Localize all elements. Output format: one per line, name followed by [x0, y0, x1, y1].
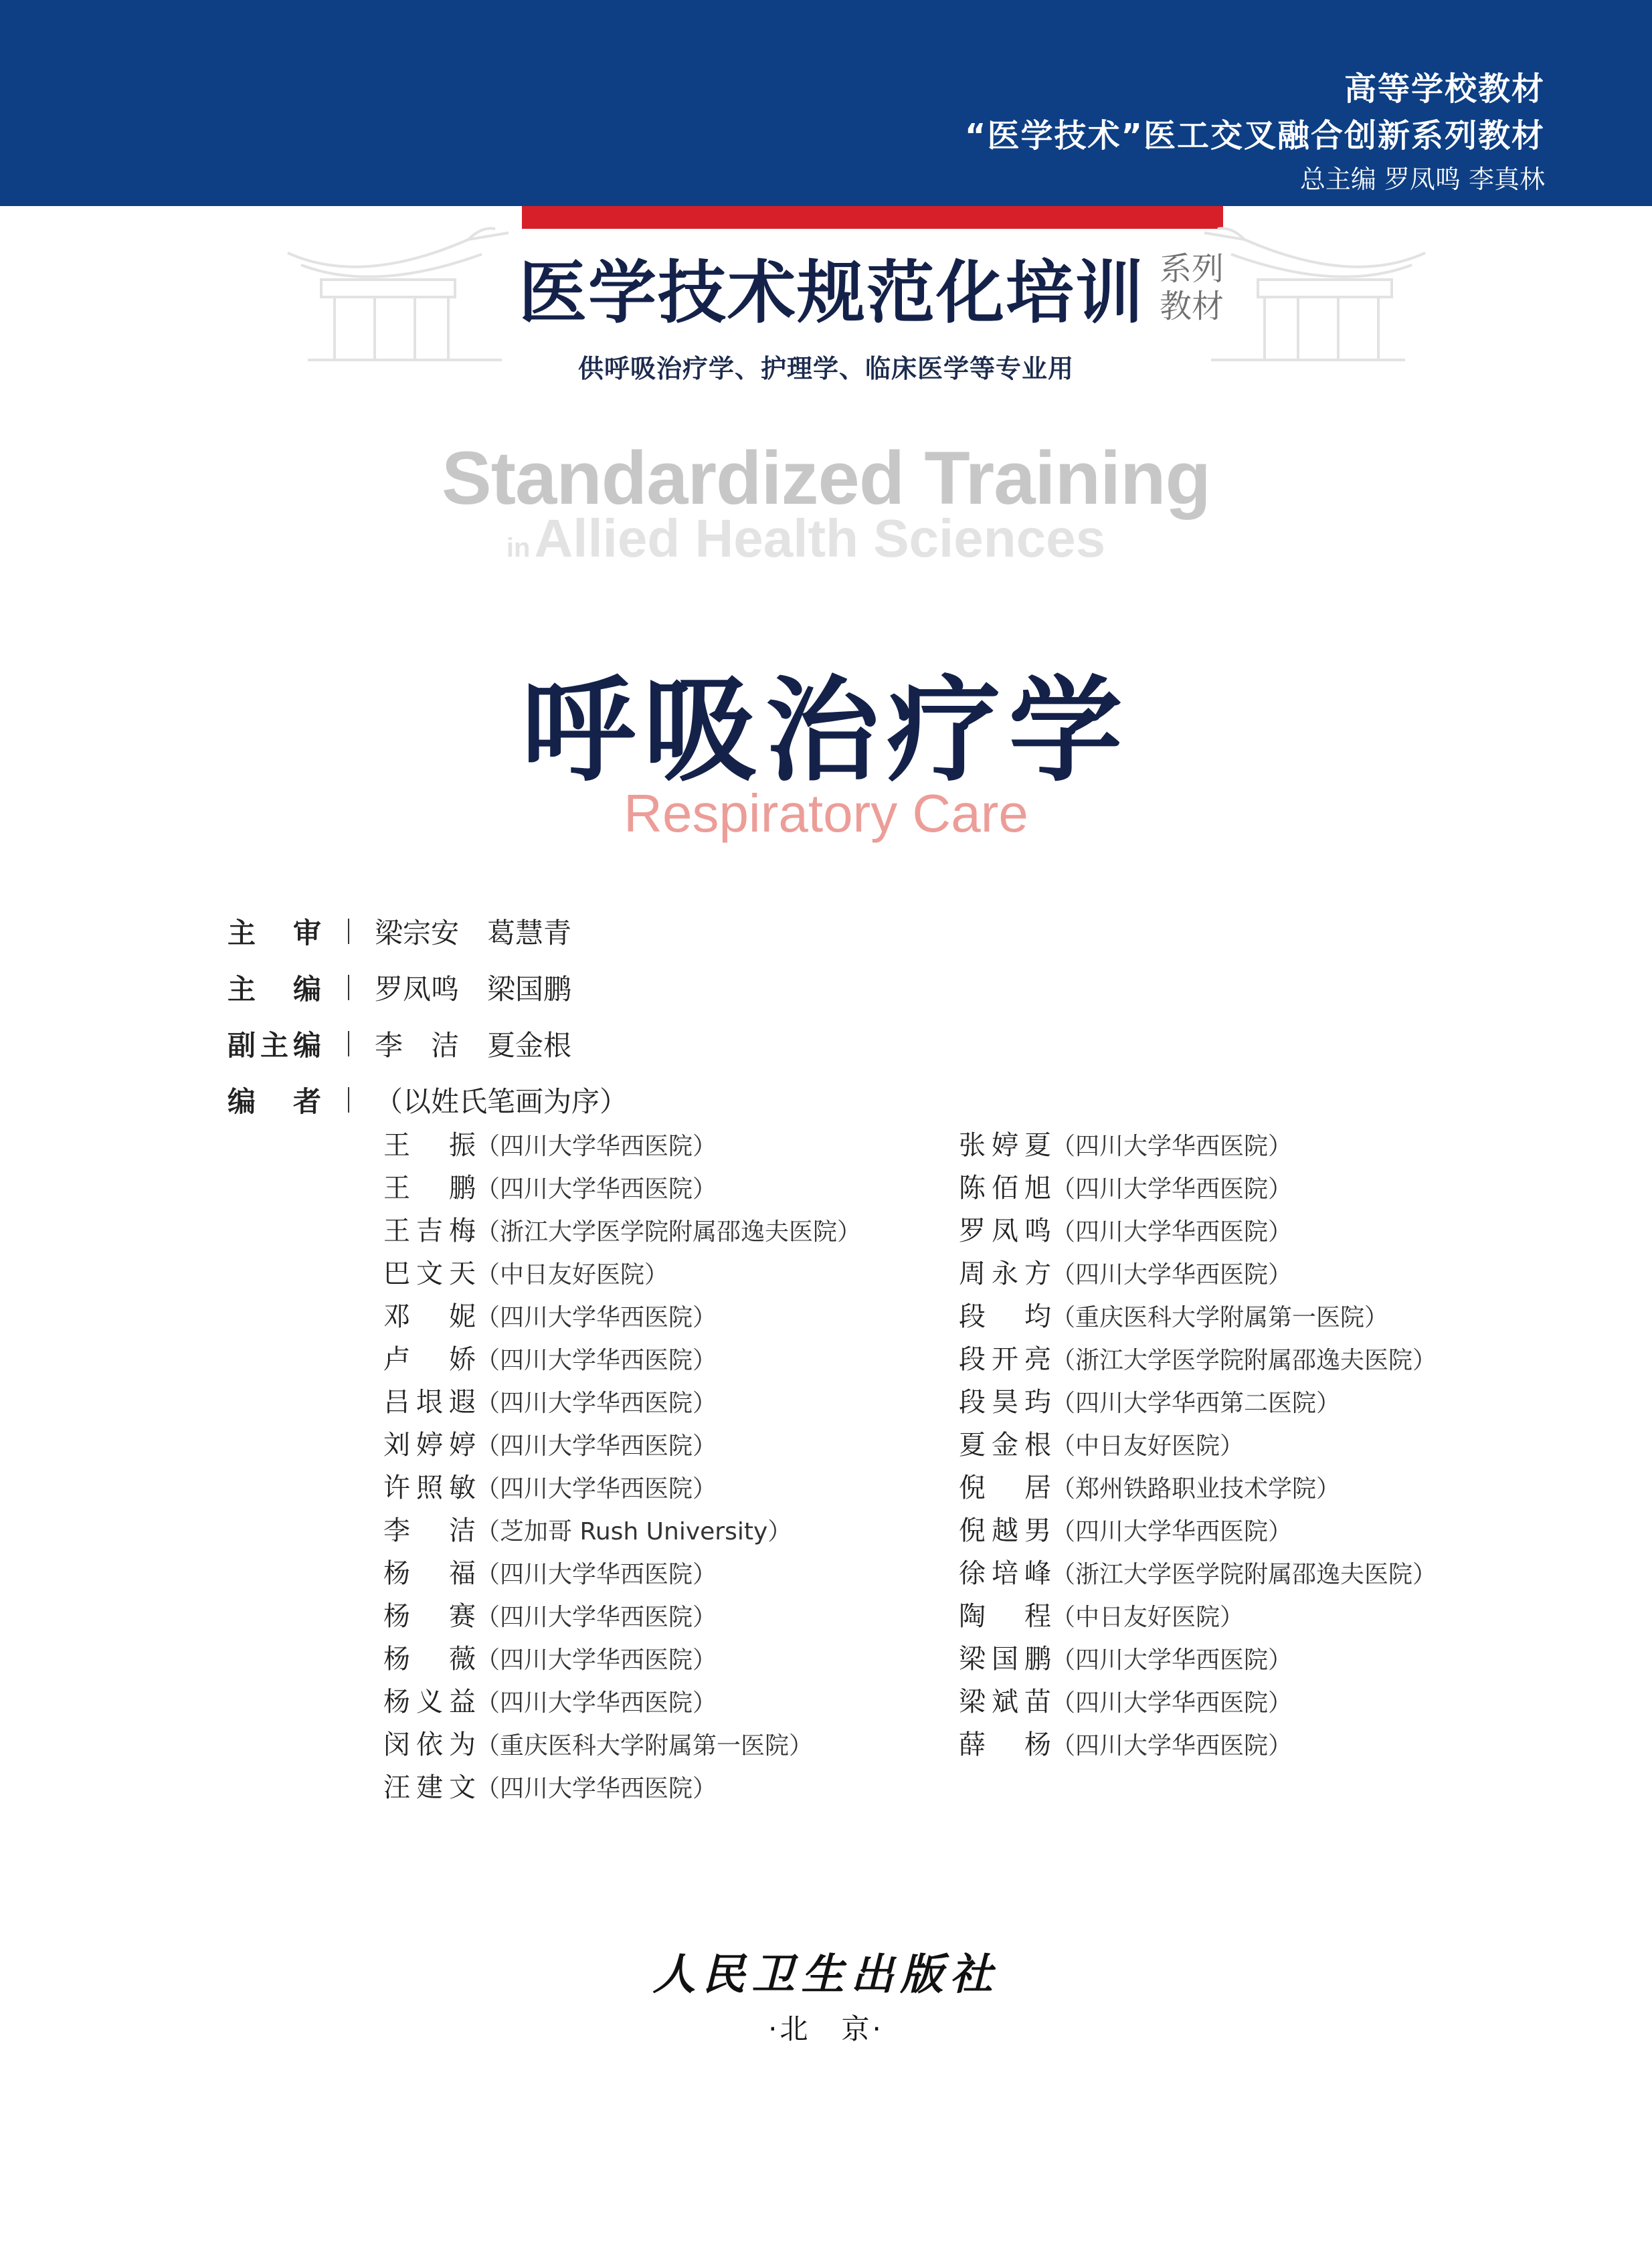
contributor-affiliation: （中日友好医院）	[1051, 1604, 1245, 1631]
contributor-name: 卢娇	[383, 1344, 476, 1375]
contributor-entry	[959, 1638, 1437, 1681]
contributor-entry	[383, 1210, 861, 1252]
credit-row-editors	[227, 959, 628, 1016]
credit-row-deputy-editors	[227, 1016, 628, 1072]
contributor-entry	[383, 1595, 861, 1638]
contributor-name: 罗凤鸣	[959, 1216, 1051, 1246]
contributor-affiliation: （重庆医科大学附属第一医院）	[1051, 1304, 1389, 1331]
series-suffix-line2: 教材	[1160, 288, 1224, 325]
divider	[348, 919, 349, 944]
english-series-line2	[0, 508, 1652, 571]
series-suffix-line1: 系列	[1160, 250, 1224, 288]
contributor-entry	[383, 1638, 861, 1681]
contributor-affiliation: （四川大学华西医院）	[1051, 1133, 1293, 1160]
credit-label: 主审	[227, 917, 321, 949]
contributor-name: 许照敏	[383, 1473, 476, 1503]
contributor-entry	[959, 1295, 1437, 1338]
contributor-name: 李洁	[383, 1515, 476, 1546]
contributor-entry	[959, 1424, 1437, 1467]
contributor-affiliation: （四川大学华西医院）	[476, 1390, 717, 1417]
contributor-name: 倪居	[959, 1473, 1051, 1503]
contributor-entry	[959, 1124, 1437, 1167]
contributor-affiliation: （四川大学华西第二医院）	[1051, 1390, 1341, 1417]
contributor-name: 邓妮	[383, 1301, 476, 1332]
header-line-textbook: 高等学校教材	[1344, 70, 1545, 108]
contributor-entry	[959, 1252, 1437, 1295]
contributor-affiliation: （四川大学华西医院）	[476, 1775, 717, 1802]
contributor-entry	[383, 1509, 861, 1552]
divider	[348, 1087, 349, 1113]
contributor-affiliation: （四川大学华西医院）	[476, 1475, 717, 1503]
contributor-entry	[959, 1167, 1437, 1210]
header-line-series: “医学技术”医工交叉融合创新系列教材	[964, 117, 1545, 155]
contributor-affiliation: （芝加哥 Rush University）	[476, 1518, 792, 1545]
header-line-chief-editors: 总主编 罗凤鸣 李真林	[1299, 165, 1545, 194]
contributor-entry	[383, 1681, 861, 1723]
contributor-entry	[383, 1552, 861, 1595]
contributor-name: 杨福	[383, 1558, 476, 1589]
contributor-name: 薛杨	[959, 1729, 1051, 1760]
contributor-affiliation: （四川大学华西医院）	[476, 1432, 717, 1460]
contributor-entry	[383, 1723, 861, 1766]
divider	[348, 1031, 349, 1056]
publisher-city: ·北 京·	[768, 2012, 884, 2045]
contributor-entry	[959, 1723, 1437, 1766]
contributor-affiliation: （四川大学华西医院）	[1051, 1689, 1293, 1717]
credit-label: 编者	[227, 1085, 321, 1118]
contributor-affiliation: （四川大学华西医院）	[1051, 1218, 1293, 1246]
contributor-affiliation: （四川大学华西医院）	[476, 1347, 717, 1374]
contributor-entry	[959, 1681, 1437, 1723]
contributor-name: 陈佰旭	[959, 1173, 1051, 1204]
contributor-affiliation: （四川大学华西医院）	[1051, 1732, 1293, 1760]
english-series-subject: Allied Health Sciences	[534, 508, 1106, 568]
contributor-affiliation: （四川大学华西医院）	[1051, 1646, 1293, 1674]
english-series-line1: Standardized Training	[442, 436, 1210, 520]
contributors-column-left	[383, 1124, 861, 1809]
contributor-affiliation: （四川大学华西医院）	[1051, 1261, 1293, 1289]
contributor-affiliation: （四川大学华西医院）	[476, 1175, 717, 1203]
credit-value: 罗凤鸣 梁国鹏	[375, 973, 572, 1006]
contributor-affiliation: （中日友好医院）	[1051, 1432, 1245, 1460]
contributor-affiliation: （四川大学华西医院）	[476, 1646, 717, 1674]
contributor-affiliation: （中日友好医院）	[476, 1261, 669, 1289]
credit-row-contributors	[227, 1072, 628, 1128]
contributor-name: 梁斌苗	[959, 1687, 1051, 1717]
contributor-name: 吕垠遐	[383, 1387, 476, 1418]
contributor-name: 刘婷婷	[383, 1430, 476, 1461]
contributor-entry	[383, 1167, 861, 1210]
contributor-affiliation: （四川大学华西医院）	[476, 1689, 717, 1717]
book-title: 呼吸治疗学	[521, 665, 1131, 797]
contributor-name: 梁国鹏	[959, 1644, 1051, 1675]
series-header	[965, 67, 1545, 198]
contributor-name: 段均	[959, 1301, 1051, 1332]
contributor-affiliation: （四川大学华西医院）	[1051, 1175, 1293, 1203]
contributor-name: 杨义益	[383, 1687, 476, 1717]
contributor-entry	[383, 1295, 861, 1338]
series-name	[519, 241, 1224, 335]
contributor-name: 王振	[383, 1130, 476, 1161]
contributor-entry	[383, 1424, 861, 1467]
contributor-entry	[383, 1381, 861, 1424]
contributor-name: 闵依为	[383, 1729, 476, 1760]
contributor-entry	[383, 1124, 861, 1167]
contributors-column-right	[959, 1124, 1437, 1766]
contributor-name: 倪越男	[959, 1515, 1051, 1546]
english-series-title	[0, 436, 1652, 571]
contributor-entry	[959, 1467, 1437, 1509]
credit-value: （以姓氏笔画为序）	[375, 1085, 628, 1118]
publisher-logo: 人民卫生出版社	[652, 1950, 1000, 2000]
contributor-entry	[383, 1766, 861, 1809]
contributor-affiliation: （四川大学华西医院）	[476, 1304, 717, 1331]
credit-row-reviewers	[227, 903, 628, 959]
red-accent-bar	[522, 206, 1223, 229]
book-english-title: Respiratory Care	[624, 783, 1028, 843]
contributor-entry	[383, 1338, 861, 1381]
contributor-name: 周永方	[959, 1258, 1051, 1289]
contributor-entry	[959, 1381, 1437, 1424]
contributor-entry	[959, 1509, 1437, 1552]
pavilion-illustration-left	[281, 213, 515, 367]
contributor-entry	[383, 1252, 861, 1295]
contributor-affiliation: （四川大学华西医院）	[1051, 1518, 1293, 1545]
series-suffix	[1160, 250, 1224, 325]
contributor-name: 杨赛	[383, 1601, 476, 1632]
credits-block	[227, 903, 628, 1128]
contributor-affiliation: （浙江大学医学院附属邵逸夫医院）	[1051, 1347, 1437, 1374]
contributor-name: 杨薇	[383, 1644, 476, 1675]
contributor-entry	[383, 1467, 861, 1509]
credit-label: 副主编	[227, 1029, 321, 1062]
contributor-entry	[959, 1552, 1437, 1595]
credit-value: 李 洁 夏金根	[375, 1029, 572, 1062]
contributor-name: 王鹏	[383, 1173, 476, 1204]
contributor-entry	[959, 1338, 1437, 1381]
contributor-entry	[959, 1595, 1437, 1638]
divider	[348, 975, 349, 1000]
contributor-name: 段昊玙	[959, 1387, 1051, 1418]
contributor-affiliation: （郑州铁路职业技术学院）	[1051, 1475, 1341, 1503]
english-series-in: in	[506, 533, 531, 563]
series-title: 医学技术规范化培训	[519, 254, 1145, 333]
contributor-name: 巴文天	[383, 1258, 476, 1289]
intended-audience: 供呼吸治疗学、护理学、临床医学等专业用	[577, 354, 1074, 383]
contributor-entry	[959, 1210, 1437, 1252]
contributor-name: 夏金根	[959, 1430, 1051, 1461]
contributor-name: 张婷夏	[959, 1130, 1051, 1161]
contributor-affiliation: （四川大学华西医院）	[476, 1133, 717, 1160]
contributor-affiliation: （浙江大学医学院附属邵逸夫医院）	[1051, 1561, 1437, 1588]
contributor-affiliation: （四川大学华西医院）	[476, 1561, 717, 1588]
contributor-affiliation: （浙江大学医学院附属邵逸夫医院）	[476, 1218, 862, 1246]
contributor-name: 汪建文	[383, 1772, 476, 1803]
credit-value: 梁宗安 葛慧青	[375, 917, 572, 949]
contributor-name: 徐培峰	[959, 1558, 1051, 1589]
contributor-name: 陶程	[959, 1601, 1051, 1632]
contributor-name: 王吉梅	[383, 1216, 476, 1246]
contributor-affiliation: （重庆医科大学附属第一医院）	[476, 1732, 814, 1760]
contributor-affiliation: （四川大学华西医院）	[476, 1604, 717, 1631]
contributor-name: 段开亮	[959, 1344, 1051, 1375]
credit-label: 主编	[227, 973, 321, 1006]
pavilion-illustration-right	[1198, 213, 1432, 367]
